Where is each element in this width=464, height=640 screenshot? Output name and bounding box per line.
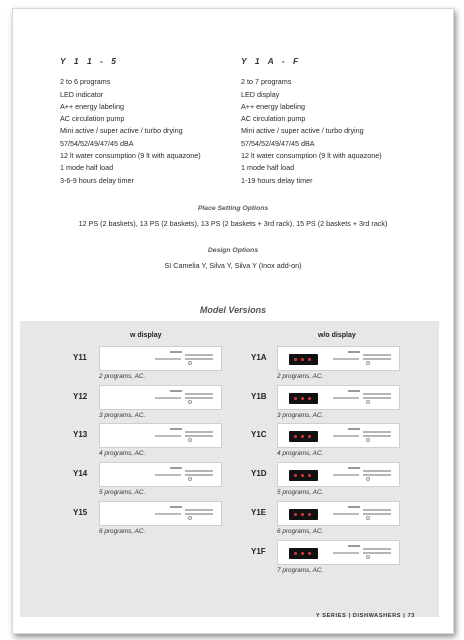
model-caption: 3 programs, AC. (277, 412, 324, 419)
model-caption: 5 programs, AC. (99, 489, 146, 496)
spec-item: 2 to 6 programs (60, 77, 111, 87)
control-panel-image (99, 346, 222, 371)
model-code: Y14 (73, 469, 88, 478)
model-code: Y15 (73, 508, 88, 517)
model-code: Y1C (251, 430, 267, 439)
model-caption: 4 programs, AC. (277, 450, 324, 457)
control-panel-image (277, 501, 400, 526)
model-code: Y1D (251, 469, 267, 478)
spec-title: Y 1 1 - 5 (60, 56, 119, 66)
model-code: Y1F (251, 547, 266, 556)
control-panel-image (99, 462, 222, 487)
spec-item: 12 lt water consumption (9 lt with aquazone) (241, 151, 382, 161)
spec-item: 12 lt water consumption (9 lt with aquazone) (60, 151, 201, 161)
model-caption: 5 programs, AC. (277, 489, 324, 496)
model-code: Y1B (251, 392, 267, 401)
spec-item: AC circulation pump (60, 114, 125, 124)
spec-column-y11-5 (60, 55, 201, 187)
spec-title: Y 1 A - F (241, 56, 302, 66)
control-panel-image (99, 385, 222, 410)
spec-item: Mini active / super active / turbo drying (241, 126, 364, 136)
spec-item: 57/54/52/49/47/45 dBA (60, 138, 134, 148)
model-code: Y11 (73, 353, 87, 362)
model-code: Y13 (73, 430, 88, 439)
model-caption: 7 programs, AC. (277, 567, 324, 574)
spec-column-y1a-f (241, 55, 382, 187)
place-setting-text: 12 PS (2 baskets), 13 PS (2 baskets), 13 PS (2 baskets + 3rd rack), 15 PS (2 baskets + 3rd rack) (78, 219, 388, 228)
model-caption: 6 programs, AC. (99, 528, 146, 535)
control-panel-image (277, 462, 400, 487)
model-caption: 6 programs, AC. (277, 528, 324, 535)
model-versions-title: Model Versions (199, 305, 267, 315)
spec-item: 1 mode half load (60, 163, 114, 173)
spec-item: A++ energy labeling (60, 101, 124, 111)
control-panel-image (277, 346, 400, 371)
model-code: Y12 (73, 392, 88, 401)
control-panel-image (99, 423, 222, 448)
model-code: Y1E (251, 508, 267, 517)
catalog-page (12, 8, 454, 634)
model-caption: 4 programs, AC. (99, 450, 146, 457)
spec-item: LED indicator (60, 89, 104, 99)
spec-item: 57/54/52/49/47/45 dBA (241, 138, 315, 148)
with-display-heading: w display (130, 332, 162, 339)
control-panel-image (99, 501, 222, 526)
model-code: Y1A (251, 353, 267, 362)
page-footer: Y SERIES | DISHWASHERS | 73 (315, 613, 415, 619)
control-panel-image (277, 385, 400, 410)
design-title: Design Options (207, 247, 259, 254)
model-caption: 3 programs, AC. (99, 412, 146, 419)
model-caption: 2 programs, AC. (99, 373, 146, 380)
control-panel-image (277, 423, 400, 448)
without-display-heading: w/o display (318, 332, 356, 339)
place-setting-title: Place Setting Options (197, 205, 269, 212)
spec-item: 3-6-9 hours delay timer (60, 175, 134, 185)
spec-item: AC circulation pump (241, 114, 306, 124)
design-text: SI Camelia Y, Silva Y, Silva Y (Inox add-on) (164, 261, 302, 270)
spec-item: 1 mode half load (241, 163, 295, 173)
control-panel-image (277, 540, 400, 565)
spec-item: Mini active / super active / turbo drying (60, 126, 183, 136)
spec-item: 1-19 hours delay timer (241, 175, 313, 185)
model-versions-panel (20, 321, 439, 617)
spec-item: LED display (241, 89, 280, 99)
spec-item: 2 to 7 programs (241, 77, 292, 87)
model-caption: 2 programs, AC. (277, 373, 324, 380)
spec-item: A++ energy labeling (241, 101, 305, 111)
